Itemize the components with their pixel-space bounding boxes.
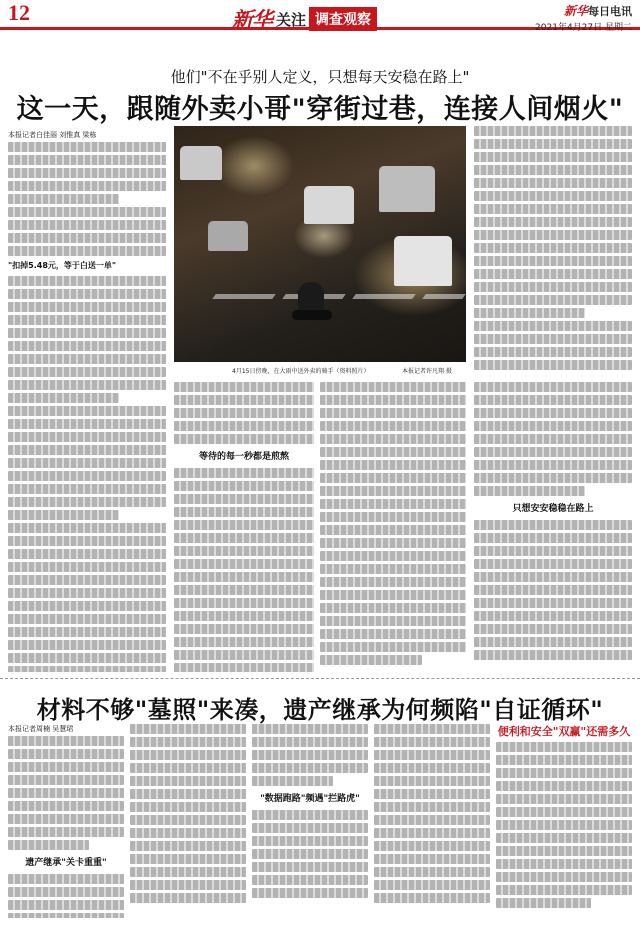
article-column [474,382,632,672]
subhead: 等待的每一秒都是煎熬 [198,452,289,462]
paper-logo [535,2,632,19]
article-column [474,126,632,374]
article2-column [374,724,490,918]
paper-name: 每日电讯 [588,5,632,18]
photo-credit: 本报记者许凡翔 摄 [402,368,452,375]
section-divider [0,678,640,679]
article2-byline: 本报记者周楠 吴慧珺 [8,725,74,733]
article-kicker: 他们"不在乎别人定义，只想每天安稳在路上" [170,68,470,86]
delivery-rider-photo [174,126,466,362]
article-column [320,382,466,672]
article2-column [8,736,124,918]
article2-headline: 材料不够"墓照"来凑，遗产继承为何频陷"自证循环" [36,696,604,724]
article2-column [252,724,368,918]
article-byline: 本报记者白佳丽 刘惟真 梁栋 [8,131,97,139]
sidebar-column [496,742,632,918]
subhead: "扣掉5.48元，等于白送一单" [8,261,117,270]
article-column [8,142,166,672]
article-column [174,382,314,672]
article2-column [130,724,246,918]
article-headline: 这一天，跟随外卖小哥"穿街过巷，连接人间烟火" [16,94,624,125]
brand-logo: 新华 [232,7,272,32]
subhead: 遗产继承"关卡重重" [25,858,107,868]
section-caption: 关注 [276,10,307,29]
issue-date: 2021年4月27日 星期二 [535,23,632,33]
section-masthead [232,4,377,34]
paper-brand: 新华 [563,4,588,18]
page-number: 12 [8,0,30,25]
sidebar-title: 便利和安全"双赢"还需多久 [497,725,631,738]
subhead: "数据跑路"频遇"拦路虎" [260,794,360,804]
section-tag: 调查观察 [309,7,377,31]
paper-info [535,2,632,33]
page-header [0,0,640,33]
subhead: 只想安安稳稳在路上 [512,504,594,514]
photo-caption: 4月15日傍晚，在大雨中送外卖的骑手（资料照片） [232,368,370,375]
